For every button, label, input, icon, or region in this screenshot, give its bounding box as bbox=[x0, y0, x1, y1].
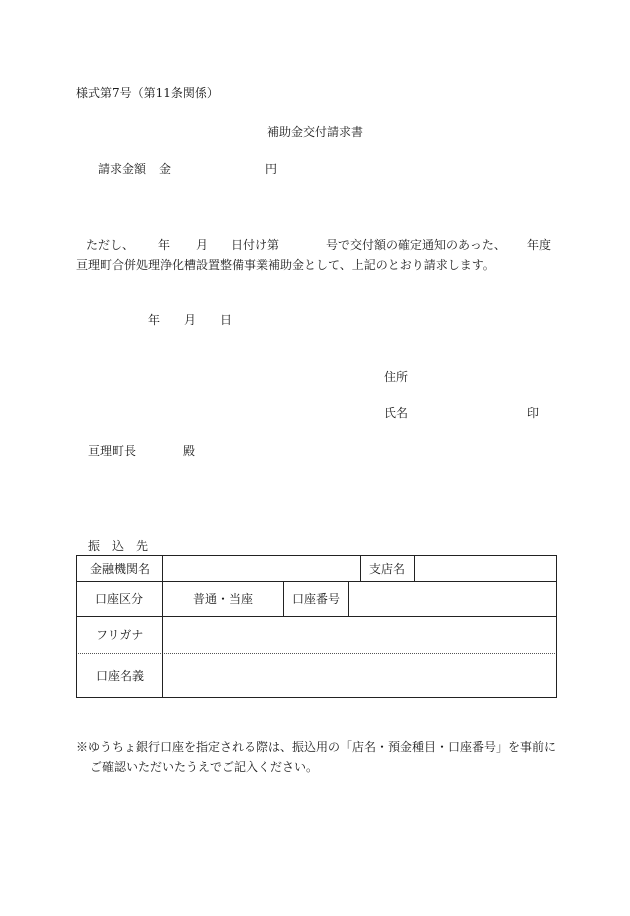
table-border-bottom bbox=[76, 697, 557, 698]
table-row-divider bbox=[76, 616, 557, 617]
name-label: 氏名 bbox=[384, 406, 409, 420]
table-dotted-divider bbox=[76, 653, 557, 654]
address-label: 住所 bbox=[384, 370, 409, 384]
table-column-divider bbox=[348, 581, 349, 617]
addressee-mayor: 亘理町長 bbox=[88, 444, 137, 458]
amount-label: 請求金額 bbox=[98, 162, 147, 176]
addressee-honorific: 殿 bbox=[183, 444, 196, 458]
amount-unit: 円 bbox=[265, 162, 278, 176]
request-paragraph-line2: 亘理町合併処理浄化槽設置整備事業補助金として、上記のとおり請求します。 bbox=[76, 258, 495, 272]
transfer-title-char: 振 bbox=[88, 539, 101, 553]
p1-year: 年 bbox=[158, 238, 171, 252]
p1-month: 月 bbox=[196, 238, 209, 252]
account-type-value: 普通・当座 bbox=[193, 592, 254, 606]
p1-fiscal: 年度 bbox=[527, 238, 552, 252]
transfer-title-char: 込 bbox=[112, 539, 125, 553]
date-month: 月 bbox=[184, 313, 197, 327]
branch-name-label: 支店名 bbox=[369, 562, 406, 576]
p1-notice: 号で交付額の確定通知のあった、 bbox=[326, 238, 506, 252]
account-number-label: 口座番号 bbox=[292, 592, 341, 606]
p1-day-no: 日付け第 bbox=[231, 238, 280, 252]
account-holder-label: 口座名義 bbox=[96, 669, 145, 683]
seal-mark: 印 bbox=[527, 406, 540, 420]
table-label-column-divider bbox=[162, 555, 163, 698]
furigana-label: フリガナ bbox=[96, 628, 144, 642]
table-column-divider bbox=[360, 555, 361, 582]
note-line2: ご確認いただいたうえでご記入ください。 bbox=[90, 760, 319, 774]
table-border-left bbox=[76, 555, 77, 698]
table-column-divider bbox=[414, 555, 415, 582]
form-number: 様式第7号（第11条関係） bbox=[76, 86, 219, 100]
amount-prefix: 金 bbox=[159, 162, 172, 176]
date-year: 年 bbox=[148, 313, 161, 327]
table-row-divider bbox=[76, 581, 557, 582]
note-line1: ※ゆうちょ銀行口座を指定される際は、振込用の「店名・預金種目・口座番号」を事前に bbox=[76, 740, 557, 754]
table-column-divider bbox=[283, 581, 284, 617]
document-title: 補助金交付請求書 bbox=[266, 125, 363, 139]
transfer-title-char: 先 bbox=[136, 539, 149, 553]
p1-start: ただし、 bbox=[86, 238, 135, 252]
account-type-label: 口座区分 bbox=[95, 592, 144, 606]
table-border-right bbox=[556, 555, 557, 698]
table-border-top bbox=[76, 555, 557, 556]
bank-name-label: 金融機関名 bbox=[90, 562, 151, 576]
date-day: 日 bbox=[220, 313, 233, 327]
